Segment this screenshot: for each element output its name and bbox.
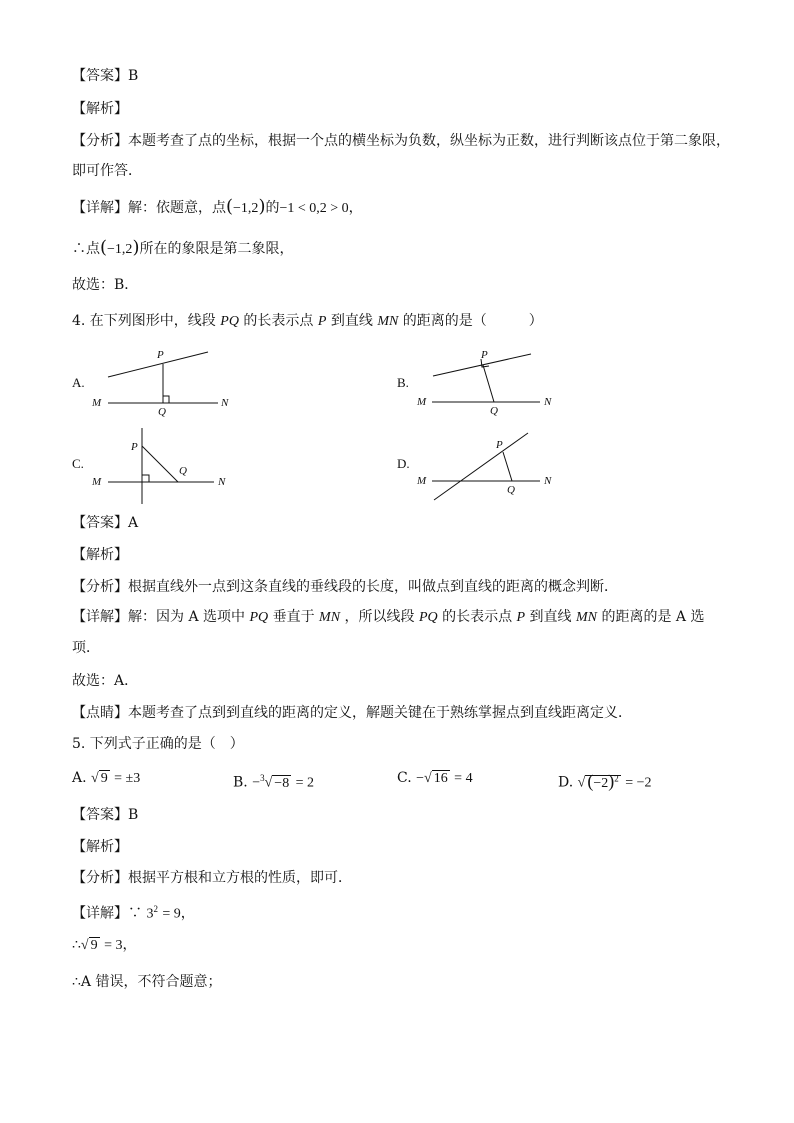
q5-c-minus: − — [416, 771, 425, 786]
q4-stem-mn: MN — [377, 314, 399, 329]
q5-b-rest: = 2 — [295, 775, 315, 791]
figure-c-right-angle — [142, 475, 149, 482]
q5-c-label: C. — [397, 770, 412, 786]
figure-c-pq — [142, 446, 178, 482]
q3-guxuan: 故选：B． — [72, 277, 139, 293]
q5-jiexi: 【解析】 — [72, 839, 128, 855]
figure-a-right-angle — [163, 396, 169, 403]
figure-b-m: M — [417, 396, 427, 408]
q5-option-d: D. √ $(-2)^2 = -2$ — [558, 770, 652, 791]
q4-dianjing: 【点睛】本题考查了点到到直线的距离的定义，解题关键在于熟练掌握点到直线距离定义． — [72, 705, 632, 721]
q5-d-label: D. — [558, 774, 574, 791]
q5-a-radicand: 9 — [100, 771, 108, 786]
q4-stem-p: P — [317, 314, 327, 329]
figure-b-label: B. — [397, 375, 409, 390]
q3-xiangjie: 【详解】解：依题意，点(−1,2)的−1 < 0,2 > 0， — [72, 196, 363, 217]
q5-xj-base: 3 — [146, 906, 154, 922]
q5-therefore-2: ∴A 错误，不符合题意； — [72, 974, 222, 990]
q5-th1-pre: ∴ — [72, 937, 81, 953]
figure-c-p: P — [131, 441, 138, 453]
q3-therefore: ∴点(−1,2)所在的象限是第二象限， — [72, 237, 294, 258]
q4-stem-c: 到直线 — [330, 313, 373, 329]
q5-b-label: B. — [233, 774, 248, 791]
q3-therefore-post: 所在的象限是第二象限， — [139, 241, 294, 257]
q5-b-radicand: −8 — [274, 775, 290, 791]
figure-d-pq — [503, 452, 512, 481]
figure-d-m: M — [417, 475, 427, 487]
q5-fenxi: 【分析】根据平方根和立方根的性质，即可． — [72, 870, 352, 886]
q4-fenxi: 【分析】根据直线外一点到这条直线的垂线段的长度，叫做点到直线的距离的概念判断． — [72, 579, 618, 595]
q5-a-label: A. — [72, 770, 87, 786]
q4-xj-c: ，所以线段 — [344, 609, 415, 625]
q5-option-a: A. √ 9 = ±3 — [72, 770, 141, 786]
q4-guxuan: 故选：A． — [72, 673, 139, 689]
q4-figures — [0, 340, 794, 510]
figure-a-p: P — [157, 349, 164, 361]
q5-option-b: B. −$^3$√ −8 = 2 — [233, 773, 315, 791]
q3-xiangjie-text: 【详解】解：依题意，点 — [72, 200, 226, 216]
q5-d-exp: 2 — [614, 773, 619, 783]
q4-xj-d: 的长表示点 — [442, 609, 513, 625]
q5-stem: 5. 下列式子正确的是（ ） — [72, 736, 244, 752]
q5-b-index: 3 — [260, 773, 265, 783]
q3-fenxi-cont: 即可作答． — [72, 163, 142, 179]
figure-b-p: P — [481, 349, 488, 361]
q5-therefore-1: ∴√ 9 = 3， — [72, 937, 137, 953]
figure-c — [72, 428, 226, 504]
figure-a-label: A. — [72, 375, 85, 390]
figure-a-q: Q — [158, 406, 166, 418]
q5-d-inner: −2 — [593, 775, 609, 791]
q5-xj-pre: 【详解】∵ — [72, 905, 142, 922]
figure-c-n: N — [218, 476, 226, 488]
q5-a-rest: = ±3 — [114, 771, 141, 786]
q4-xj-mn2: MN — [576, 610, 597, 625]
figure-c-m: M — [92, 476, 102, 488]
figure-c-label: C. — [72, 456, 84, 471]
q3-therefore-point: −1,2 — [107, 242, 133, 257]
q4-stem-d: 的距离的是（ ） — [402, 313, 543, 329]
figure-a-m: M — [92, 397, 102, 409]
q4-jiexi: 【解析】 — [72, 547, 128, 563]
q4-xj-mn: MN — [319, 610, 341, 625]
figure-a-n: N — [221, 397, 229, 409]
figure-d-q: Q — [507, 484, 515, 496]
figure-d-p: P — [496, 439, 503, 451]
figure-d-n: N — [544, 475, 552, 487]
figure-d — [397, 433, 552, 500]
q4-stem — [72, 311, 543, 332]
figure-b-n: N — [544, 396, 552, 408]
q3-point: −1,2 — [233, 201, 259, 216]
figure-d-label: D. — [397, 456, 410, 471]
q4-xiangjie-cont: 项． — [72, 640, 100, 656]
q3-inequality: −1 < 0,2 > 0 — [279, 201, 349, 216]
q4-answer: 【答案】A — [72, 515, 139, 531]
figure-c-q: Q — [179, 465, 187, 477]
q4-xj-b: 垂直于 — [272, 609, 315, 625]
q5-c-radicand: 16 — [433, 771, 448, 786]
q5-d-rest: = −2 — [625, 775, 652, 791]
q4-xj-e: 到直线 — [529, 609, 572, 625]
q4-xj-pq2: PQ — [418, 610, 438, 625]
q3-therefore-pre: ∴点 — [72, 241, 100, 257]
q4-xiangjie — [72, 607, 704, 628]
q3-answer: 【答案】B — [72, 68, 139, 84]
q5-option-c: C. −√ 16 = 4 — [397, 770, 473, 786]
q3-fenxi: 【分析】本题考查了点的坐标，根据一个点的横坐标为负数，纵坐标为正数，进行判断该点位于第二象限， — [72, 133, 730, 149]
q4-xj-a: 【详解】解：因为 A 选项中 — [72, 609, 246, 625]
q5-c-rest: = 4 — [454, 771, 473, 786]
q5-th1-post: = 3， — [104, 938, 137, 953]
q4-stem-pq: PQ — [220, 314, 239, 329]
figure-b-pq — [483, 365, 494, 402]
q5-th1-radicand: 9 — [90, 938, 98, 953]
figure-a — [72, 349, 229, 418]
q4-stem-b: 的长表示点 — [243, 313, 314, 329]
q4-stem-a: 4. 在下列图形中，线段 — [72, 313, 216, 329]
q4-xj-pq: PQ — [249, 610, 269, 625]
q5-answer: 【答案】B — [72, 807, 139, 823]
q4-xj-f: 的距离的是 A 选 — [601, 609, 705, 625]
q5-b-minus: − — [252, 775, 261, 791]
figure-b-q: Q — [490, 405, 498, 417]
q3-comma: ， — [348, 200, 363, 216]
q3-jiexi: 【解析】 — [72, 101, 128, 117]
q5-xj-post: = 9， — [162, 906, 195, 922]
figure-b — [397, 349, 552, 417]
q5-xiangjie — [72, 899, 195, 925]
q5-xj-exp: 2 — [153, 904, 158, 914]
q4-xj-p: P — [516, 610, 526, 625]
q3-de: 的 — [265, 200, 280, 216]
